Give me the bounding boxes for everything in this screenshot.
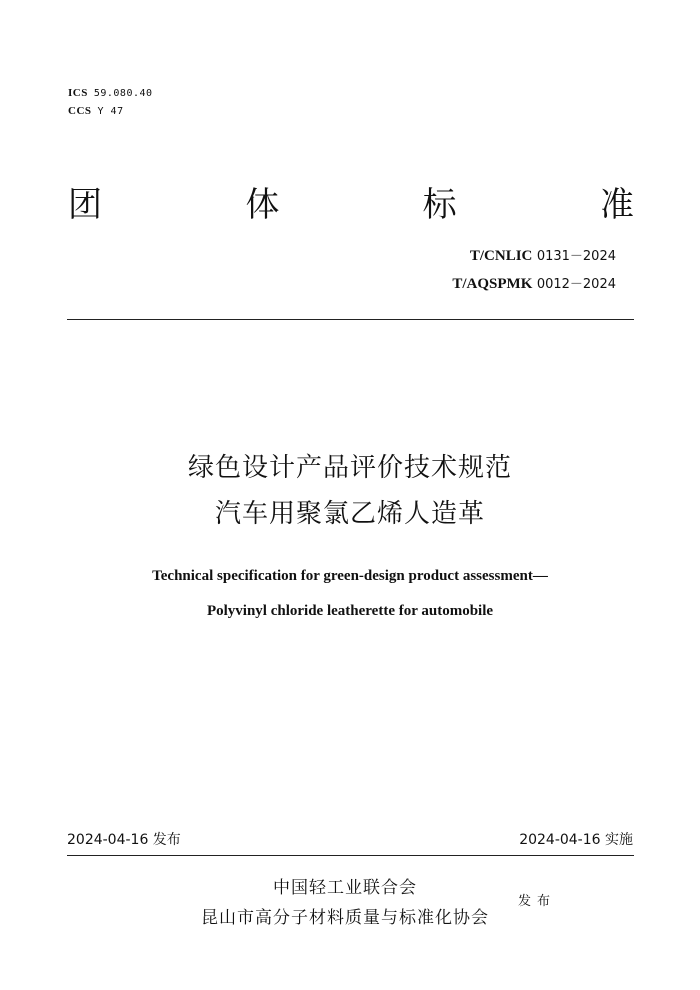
issuer-line2: 昆山市高分子材料质量与标准化协会	[201, 908, 489, 928]
ccs-value: Y 47	[97, 106, 124, 117]
doc-type-char: 团	[68, 185, 102, 225]
standard-number	[470, 247, 616, 266]
document-type-heading	[68, 183, 634, 227]
issuer-line1: 中国轻工业联合会	[273, 878, 417, 898]
ics-value: 59.080.40	[93, 88, 153, 99]
footer-divider	[67, 855, 634, 856]
doc-type-char: 标	[422, 185, 457, 225]
standard-number	[452, 275, 616, 294]
ccs-code	[68, 104, 124, 119]
standard-serial: 0012－2024	[536, 277, 616, 292]
title-en-line2: Polyvinyl chloride leatherette for automobile	[206, 603, 494, 619]
header-divider	[67, 319, 634, 320]
doc-type-char: 准	[599, 185, 634, 225]
standard-prefix: T/CNLIC	[469, 248, 533, 264]
publish-label: 发布	[518, 894, 557, 909]
implementation-date: 2024-04-16 实施	[519, 832, 633, 848]
title-cn-line2: 汽车用聚氯乙烯人造革	[214, 499, 485, 529]
ccs-label: CCS	[68, 105, 92, 117]
ics-label: ICS	[68, 87, 88, 99]
standard-serial: 0131－2024	[536, 249, 616, 264]
standard-prefix: T/AQSPMK	[452, 276, 533, 292]
doc-type-char: 体	[245, 185, 280, 225]
title-en-line1: Technical specification for green-design product assessment—	[152, 568, 548, 584]
title-cn-line1: 绿色设计产品评价技术规范	[187, 453, 512, 483]
issue-date: 2024-04-16 发布	[67, 832, 181, 848]
ics-code	[68, 86, 153, 101]
